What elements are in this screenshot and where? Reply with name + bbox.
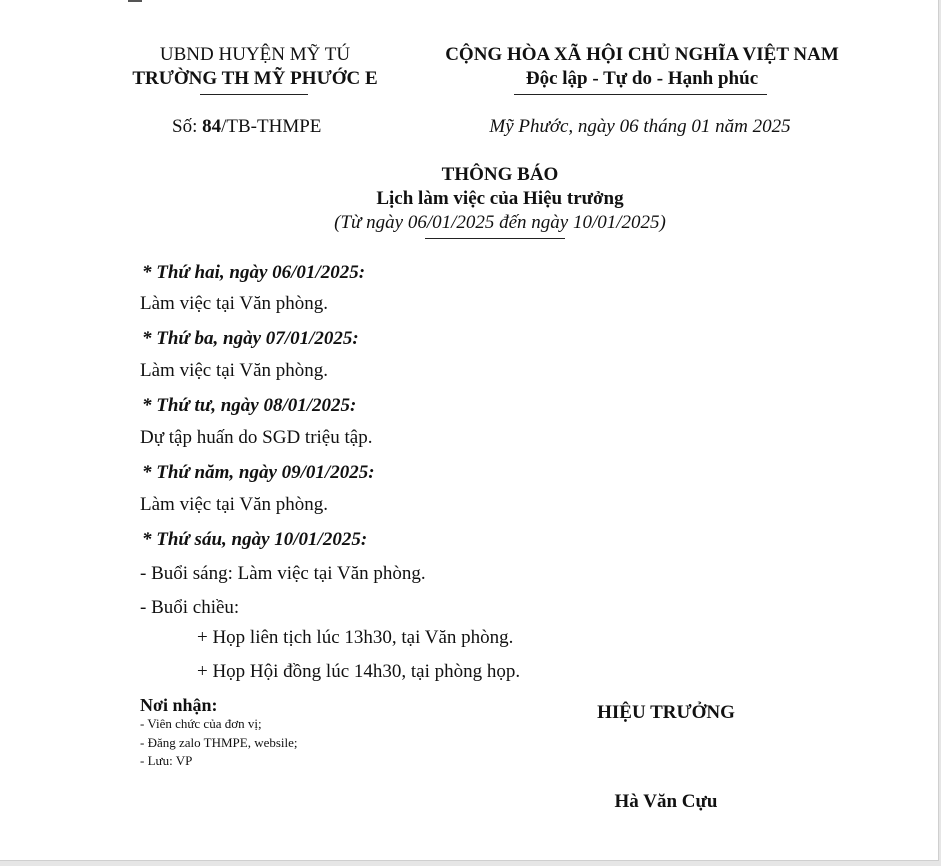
school-name-underline	[200, 94, 308, 95]
schedule-day-heading: * Thứ năm, ngày 09/01/2025:	[142, 462, 375, 483]
date-range: (Từ ngày 06/01/2025 đến ngày 10/01/2025)	[334, 212, 666, 233]
recipient-item: - Viên chức của đơn vị;	[140, 716, 262, 731]
signature-name: Hà Văn Cựu	[614, 791, 718, 812]
schedule-day-heading: * Thứ sáu, ngày 10/01/2025:	[142, 529, 368, 550]
motto-underline	[514, 94, 767, 95]
recipients-heading: Nơi nhận:	[140, 695, 218, 715]
schedule-day-heading: * Thứ hai, ngày 06/01/2025:	[142, 262, 366, 283]
document-number-prefix: Số:	[172, 116, 203, 137]
signature-title: HIỆU TRƯỞNG	[597, 702, 735, 723]
page-edge-mark	[128, 0, 142, 2]
schedule-day-heading: * Thứ tư, ngày 08/01/2025:	[142, 395, 357, 416]
afternoon-item: + Họp liên tịch lúc 13h30, tại Văn phòng.	[197, 627, 514, 648]
title-underline	[425, 238, 565, 239]
document-number-value: 84	[202, 116, 222, 137]
nation-title: CỘNG HÒA XÃ HỘI CHỦ NGHĨA VIỆT NAM	[445, 44, 839, 65]
schedule-activity: - Buổi sáng: Làm việc tại Văn phòng.	[140, 563, 426, 584]
school-name: TRƯỜNG TH MỸ PHƯỚC E	[132, 68, 378, 89]
place-date: Mỹ Phước, ngày 06 tháng 01 năm 2025	[489, 116, 791, 137]
document-number-suffix: /TB-THMPE	[221, 116, 322, 137]
schedule-activity: Làm việc tại Văn phòng.	[140, 293, 329, 314]
schedule-activity: Làm việc tại Văn phòng.	[140, 360, 329, 381]
authority-name: UBND HUYỆN MỸ TÚ	[159, 44, 351, 65]
schedule-activity: Làm việc tại Văn phòng.	[140, 494, 329, 515]
afternoon-item: + Họp Hội đồng lúc 14h30, tại phòng họp.	[197, 661, 521, 682]
recipient-item: - Đăng zalo THMPE, websile;	[140, 735, 298, 750]
document-title: THÔNG BÁO	[441, 164, 559, 185]
document-number	[172, 116, 321, 138]
afternoon-label: - Buổi chiều:	[140, 597, 240, 618]
schedule-day-heading: * Thứ ba, ngày 07/01/2025:	[142, 328, 359, 349]
recipient-item: - Lưu: VP	[140, 753, 193, 768]
nation-motto: Độc lập - Tự do - Hạnh phúc	[525, 68, 759, 89]
schedule-activity: Dự tập huấn do SGD triệu tập.	[140, 427, 373, 448]
document-subtitle: Lịch làm việc của Hiệu trưởng	[376, 188, 624, 209]
